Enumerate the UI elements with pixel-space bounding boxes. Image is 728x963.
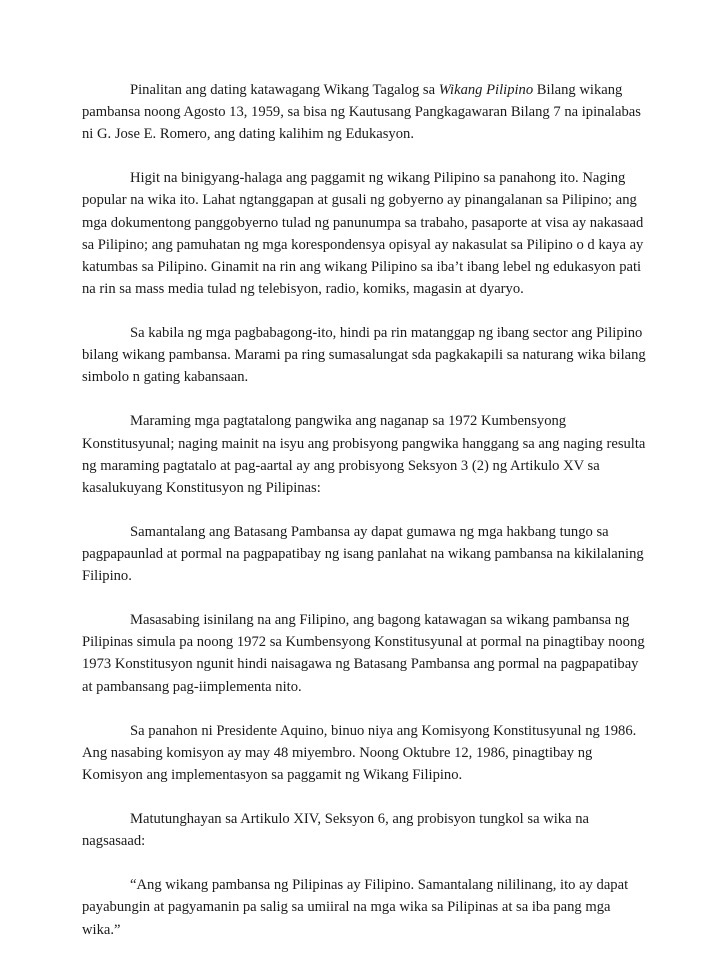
paragraph-line: payabungin at pagyamanin pa salig sa umiiral na mga wika sa Pilipinas at sa iba pang mga [82,899,611,916]
paragraph-line: Konstitusyunal; naging mainit na isyu ang probisyong pangwika hanggang sa ang naging resulta [82,435,646,452]
paragraph-line: mga dokumentong panggobyerno tulad ng panunumpa sa trabaho, pasaporte at visa ay nakasaad [82,214,644,231]
paragraph-line: Higit na binigyang-halaga ang paggamit ng wikang Pilipino sa panahong ito. Naging [130,170,626,187]
paragraph-line: wika.” [82,921,121,938]
paragraph-3 [82,322,648,388]
paragraph-9-quote [82,874,648,940]
paragraph-line: Ang nasabing komisyon ay may 48 miyembro. Noong Oktubre 12, 1986, pinagtibay ng [82,744,593,761]
paragraph-line: Sa panahon ni Presidente Aquino, binuo niya ang Komisyong Konstitusyunal ng 1986. [130,722,637,739]
paragraph-line: at pambansang pag-iimplementa nito. [82,678,302,695]
paragraph-6 [82,609,648,697]
paragraph-line: ni G. Jose E. Romero, ang dating kalihim ng Edukasyon. [82,126,414,143]
paragraph-line: na rin sa mass media tulad ng telebisyon, radio, komiks, magasin at dyaryo. [82,280,524,297]
paragraph-line: ng maraming pagtatalo at pag-aartal ay ang probisyong Seksyon 3 (2) ng Artikulo XV sa [82,457,600,474]
paragraph-line: Maraming mga pagtatalong pangwika ang naganap sa 1972 Kumbensyong [130,413,567,430]
paragraph-line: simbolo n gating kabansaan. [82,369,249,386]
paragraph-line: “Ang wikang pambansa ng Pilipinas ay Filipino. Samantalang nililinang, ito ay dapat [130,877,629,894]
text-run: Pinalitan ang dating katawagang Wikang Tagalog sa [130,82,439,98]
paragraph-line: Komisyon ang implementasyon sa paggamit ng Wikang Filipino. [82,766,463,783]
paragraph-line: Sa kabila ng mga pagbabagong-ito, hindi pa rin matanggap ng ibang sector ang Pilipino [130,325,643,342]
paragraph-line: popular na wika ito. Lahat ngtanggapan at gusali ng gobyerno ay pinangalanan sa Pilipino; ang [82,192,637,209]
paragraph-1 [82,79,648,145]
paragraph-line: katumbas sa Pilipino. Ginamit na rin ang wikang Pilipino sa iba’t ibang lebel ng edukasyon pati [82,258,642,275]
text-run: Bilang wikang [533,82,623,98]
paragraph-line: pagpapaunlad at pormal na pagpapatibay ng isang panlahat na wikang pambansa na kikilalaning [82,545,644,562]
paragraph-line: Matutunghayan sa Artikulo XIV, Seksyon 6, ang probisyon tungkol sa wika na [130,811,589,828]
paragraph-line: nagsasaad: [82,833,146,850]
paragraph-4 [82,410,648,498]
paragraph-line: bilang wikang pambansa. Marami pa ring sumasalungat sda pagkakapili sa naturang wika bilang [82,347,646,364]
paragraph-line: pambansa noong Agosto 13, 1959, sa bisa ng Kautusang Pangkagawaran Bilang 7 na ipinalabas [82,104,641,121]
paragraph-line: kasalukuyang Konstitusyon ng Pilipinas: [82,479,321,496]
paragraph-line: sa Pilipino; ang pamuhatan ng mga korespondensya opisyal ay nakasulat sa Pilipino o d kaya ay [82,236,644,253]
paragraph-7 [82,720,648,786]
paragraph-5 [82,521,648,587]
paragraph-line: Filipino. [82,568,132,585]
paragraph-line: 1973 Konstitusyon ngunit hindi naisagawa ng Batasang Pambansa ang pormal na pagpapatibay [82,656,639,673]
paragraph-line [82,79,648,101]
paragraph-line: Samantalang ang Batasang Pambansa ay dapat gumawa ng mga hakbang tungo sa [130,523,609,540]
paragraph-2 [82,167,648,300]
document-page [82,79,648,963]
italic-term: Wikang Pilipino [438,82,534,98]
paragraph-8 [82,808,648,852]
paragraph-line: Masasabing isinilang na ang Filipino, ang bagong katawagan sa wikang pambansa ng [130,612,630,629]
paragraph-line: Pilipinas simula pa noong 1972 sa Kumbensyong Konstitusyunal at pormal na pinagtibay noong [82,634,645,651]
